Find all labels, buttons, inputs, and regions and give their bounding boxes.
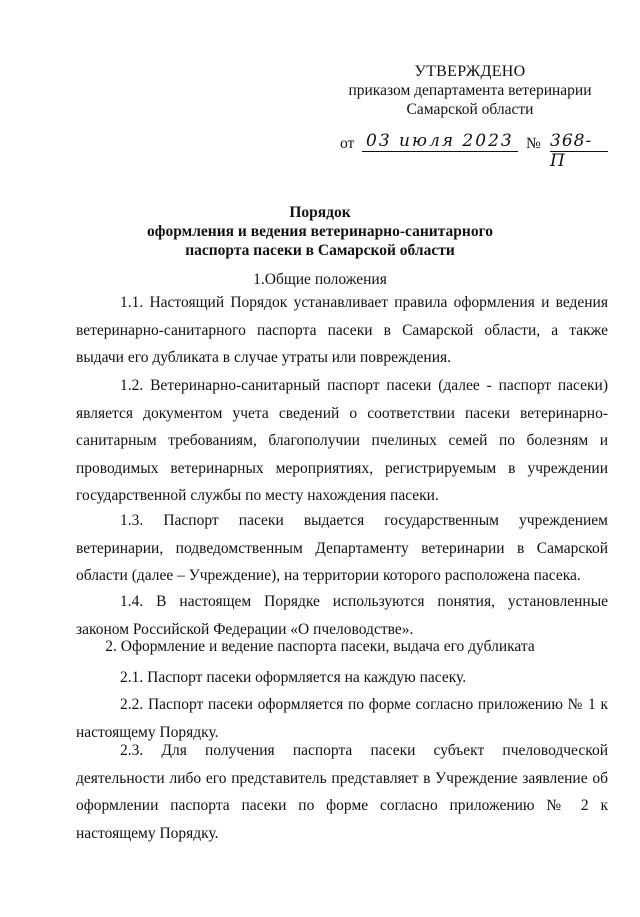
paragraph-1-2: 1.2. Ветеринарно-санитарный паспорт пасеки (далее - паспорт пасеки) является документом учета сведений о соответствии пасеки ветеринарно-санитарным требованиям, благополучии пчелиных семей по болезням и проводимых ветеринарных мероприятиях, регистрируемым в учреждении государственной службы по месту нахождения пасеки. bbox=[76, 377, 608, 504]
paragraph-2-1: 2.1. Паспорт пасеки оформляется на каждую пасеку. bbox=[120, 669, 467, 686]
order-date-handwritten: 03 июля 2023 bbox=[362, 131, 518, 152]
document-title-line-2: оформления и ведения ветеринарно-санитарного bbox=[147, 223, 493, 240]
order-number-handwritten: 368-П bbox=[550, 131, 608, 152]
approval-line-1: приказом департамента ветеринарии bbox=[348, 82, 592, 99]
paragraph-1-3: 1.3. Паспорт пасеки выдается государственным учреждением ветеринарии, подведомственным Департаменту ветеринарии в Самарской области (далее – Учреждение), на территории которого расположена пасека. bbox=[76, 512, 608, 584]
paragraph-2-2: 2.2. Паспорт пасеки оформляется по форме согласно приложению № 1 к настоящему Порядку. bbox=[76, 696, 608, 741]
order-number-prefix: № bbox=[526, 135, 541, 152]
order-date-prefix: от bbox=[340, 135, 355, 152]
order-reference bbox=[340, 131, 610, 171]
approval-stamp-block bbox=[340, 62, 600, 119]
approval-line-2: Самарской области bbox=[406, 101, 534, 118]
approval-title: УТВЕРЖДЕНО bbox=[414, 63, 526, 80]
section-1-heading: 1.Общие положения bbox=[253, 271, 387, 288]
document-title bbox=[0, 203, 640, 260]
section-2-heading: 2. Оформление и ведение паспорта пасеки, выдача его дубликата bbox=[105, 638, 535, 655]
paragraph-2-3: 2.3. Для получения паспорта пасеки субъект пчеловодческой деятельности либо его представитель представляет в Учреждение заявление об оформлении паспорта пасеки по форме согласно приложению № 2 к настоящему Порядку. bbox=[76, 742, 608, 842]
paragraph-1-1: 1.1. Настоящий Порядок устанавливает правила оформления и ведения ветеринарно-санитарного паспорта пасеки в Самарской области, а также выдачи его дубликата в случае утраты или повреждения. bbox=[76, 294, 608, 366]
document-title-line-3: паспорта пасеки в Самарской области bbox=[185, 242, 455, 259]
document-title-line-1: Порядок bbox=[289, 204, 351, 221]
paragraph-1-4: 1.4. В настоящем Порядке используются понятия, установленные законом Российской Федерации «О пчеловодстве». bbox=[76, 593, 608, 638]
